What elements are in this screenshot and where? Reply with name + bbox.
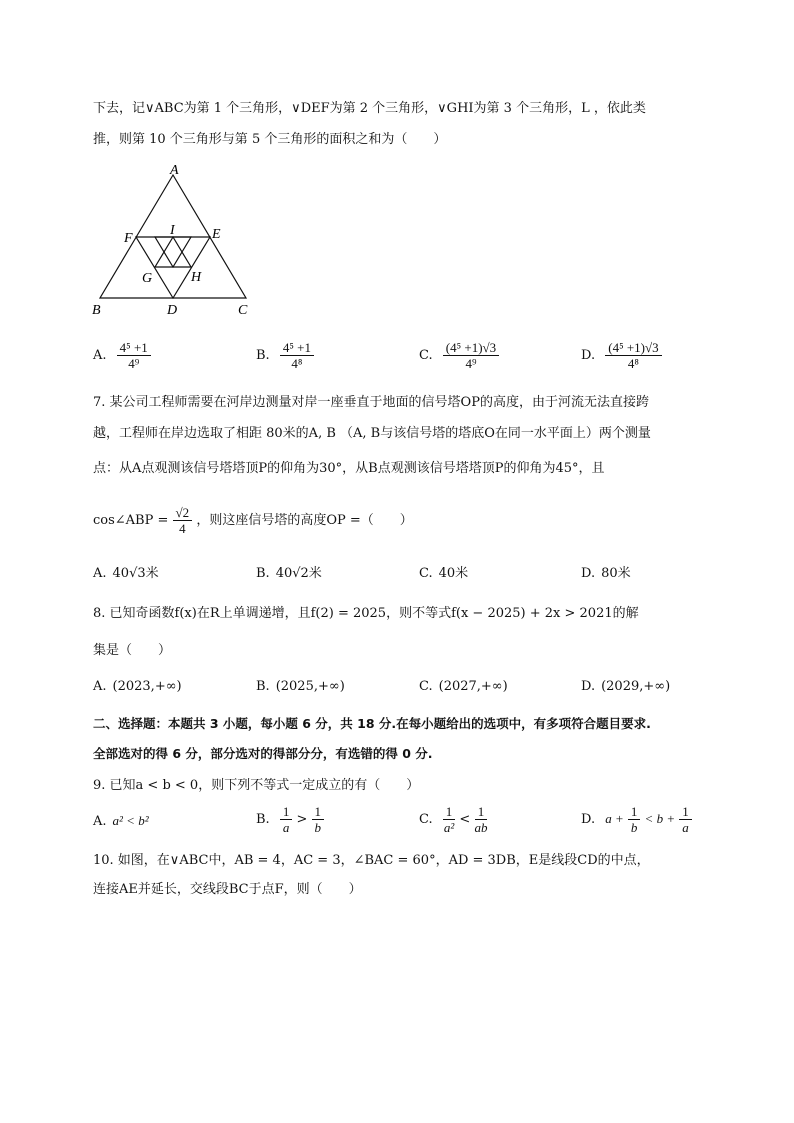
denominator: a (282, 820, 290, 835)
label-d: D (167, 303, 178, 318)
q9-option-d-prefix: a + (605, 811, 624, 826)
q9-option-b-label: B. (256, 812, 270, 827)
q10-text-line1: 10. 如图，在∨ABC中，AB = 4，AC = 3，∠BAC = 60°，AD = 3DB，E是线段CD的中点， (93, 853, 650, 868)
q6-option-d[interactable] (581, 340, 662, 371)
label-b: B (92, 303, 101, 318)
denominator: b (314, 820, 322, 835)
q9-text-line1: 9. 已知a < b < 0，则下列不等式一定成立的有（ ） (93, 778, 420, 793)
q6-text-line2: 推，则第 10 个三角形与第 5 个三角形的面积之和为（ ） (93, 132, 447, 147)
q9-option-d-fraction-right (679, 804, 692, 835)
q7-option-a-text: 40√3米 (112, 566, 159, 581)
q8-option-b[interactable] (256, 677, 345, 697)
q9-option-d[interactable] (581, 804, 692, 835)
q9-option-d-label: D. (581, 812, 596, 827)
q9-option-b-operator: > (296, 812, 308, 827)
label-c: C (238, 303, 248, 318)
q6-option-a-fraction (117, 340, 151, 371)
q8-option-a-text: (2023,+∞) (112, 679, 182, 694)
denominator: a² (443, 820, 455, 835)
q9-option-c-fraction-left (443, 804, 456, 835)
q6-option-b-label: B. (256, 348, 270, 363)
q9-option-d-fraction-left (628, 804, 641, 835)
label-f: F (124, 231, 133, 246)
q9-option-c-label: C. (419, 812, 433, 827)
q7-option-b[interactable] (256, 564, 322, 584)
numerator: 1 (679, 804, 692, 820)
q8-option-a[interactable] (93, 677, 182, 697)
numerator: 4⁵ +1 (280, 340, 314, 356)
q9-option-c-fraction-right (474, 804, 487, 835)
q8-option-b-label: B. (256, 679, 270, 694)
numerator: 1 (628, 804, 641, 820)
q7-option-b-text: 40√2米 (275, 566, 322, 581)
q7-cos-expression: cos∠ABP = (93, 513, 169, 528)
section2-instructions-line1: 二、选择题：本题共 3 小题，每小题 6 分，共 18 分.在每小题给出的选项中，有多项符合题目要求. (93, 716, 651, 731)
numerator: 4⁵ +1 (117, 340, 151, 356)
denominator: 4 (179, 521, 186, 536)
q9-option-a[interactable] (93, 811, 149, 832)
q7-option-c-text: 40米 (438, 566, 469, 581)
q9-option-b-fraction-left (280, 804, 293, 835)
q9-option-a-text: a² < b² (112, 813, 149, 828)
label-g: G (142, 271, 153, 286)
numerator: (4⁵ +1)√3 (443, 340, 499, 356)
q6-option-c[interactable] (419, 340, 499, 371)
q7-text-line2: 越，工程师在岸边选取了相距 80米的A, B （A, B与该信号塔的塔底O在同一水平面上）两个测量 (93, 426, 651, 441)
q6-option-d-fraction (605, 340, 661, 371)
label-a: A (170, 163, 179, 178)
label-e: E (212, 227, 221, 242)
q9-option-c[interactable] (419, 804, 487, 835)
q6-option-b[interactable] (256, 340, 314, 371)
numerator: 1 (475, 804, 488, 820)
q8-option-d-label: D. (581, 679, 596, 694)
denominator: 4⁹ (465, 356, 477, 371)
q8-option-c-label: C. (419, 679, 433, 694)
q6-option-b-fraction (280, 340, 314, 371)
q7-option-d[interactable] (581, 564, 631, 584)
q9-option-c-operator: < (459, 812, 471, 827)
q7-text-line3: 点：从A点观测该信号塔塔顶P的仰角为30°，从B点观测该信号塔塔顶P的仰角为45°，且 (93, 461, 605, 476)
q9-option-b-fraction-right (312, 804, 325, 835)
q7-option-b-label: B. (256, 566, 270, 581)
denominator: b (630, 820, 638, 835)
denominator: 4⁹ (128, 356, 140, 371)
q7-text-line1: 7. 某公司工程师需要在河岸边测量对岸一座垂直于地面的信号塔OP的高度，由于河流无法直接跨 (93, 395, 649, 410)
denominator: a (682, 820, 689, 835)
q8-option-b-text: (2025,+∞) (275, 679, 345, 694)
q6-option-d-label: D. (581, 348, 596, 363)
numerator: 1 (443, 804, 456, 820)
denominator: ab (474, 820, 488, 835)
q7-text-line4 (93, 505, 413, 536)
q9-option-d-operator: < b + (644, 811, 676, 826)
section2-instructions-line2: 全部选对的得 6 分，部分选对的得部分分，有选错的得 0 分. (93, 746, 433, 761)
q10-text-line2: 连接AE并延长，交线段BC于点F，则（ ） (93, 882, 362, 897)
q6-option-a[interactable] (93, 340, 151, 371)
numerator: (4⁵ +1)√3 (605, 340, 661, 356)
triangle-inner (155, 237, 191, 267)
q7-option-a-label: A. (93, 566, 107, 581)
label-i: I (170, 223, 175, 238)
triangle-ghi (155, 237, 191, 267)
q8-option-d[interactable] (581, 677, 670, 697)
q8-option-c-text: (2027,+∞) (438, 679, 508, 694)
q8-text-line1: 8. 已知奇函数f(x)在R上单调递增，且f(2) = 2025，则不等式f(x − 2025) + 2x > 2021的解 (93, 606, 639, 621)
denominator: 4⁸ (291, 356, 303, 371)
q6-option-c-label: C. (419, 348, 433, 363)
q9-option-b[interactable] (256, 804, 324, 835)
numerator: 1 (312, 804, 325, 820)
label-h: H (191, 270, 202, 285)
q6-option-c-fraction (443, 340, 499, 371)
q6-option-a-label: A. (93, 348, 107, 363)
q7-option-c[interactable] (419, 564, 468, 584)
numerator: √2 (173, 505, 193, 521)
numerator: 1 (280, 804, 293, 820)
q7-question-tail: ，则这座信号塔的高度OP =（ ） (196, 513, 413, 528)
denominator: 4⁸ (627, 356, 639, 371)
q8-option-c[interactable] (419, 677, 508, 697)
q6-text-line1: 下去，记∨ABC为第 1 个三角形，∨DEF为第 2 个三角形，∨GHI为第 3 个三角形，L ，依此类 (93, 101, 646, 116)
q6-triangle-figure (90, 160, 260, 320)
q9-option-a-label: A. (93, 814, 107, 829)
q7-option-d-label: D. (581, 566, 596, 581)
q7-option-c-label: C. (419, 566, 433, 581)
q7-option-d-text: 80米 (601, 566, 631, 581)
q8-option-a-label: A. (93, 679, 107, 694)
q8-option-d-text: (2029,+∞) (601, 679, 671, 694)
q7-cos-fraction (173, 505, 193, 536)
q8-text-line2: 集是（ ） (93, 643, 172, 658)
q7-option-a[interactable] (93, 564, 159, 584)
